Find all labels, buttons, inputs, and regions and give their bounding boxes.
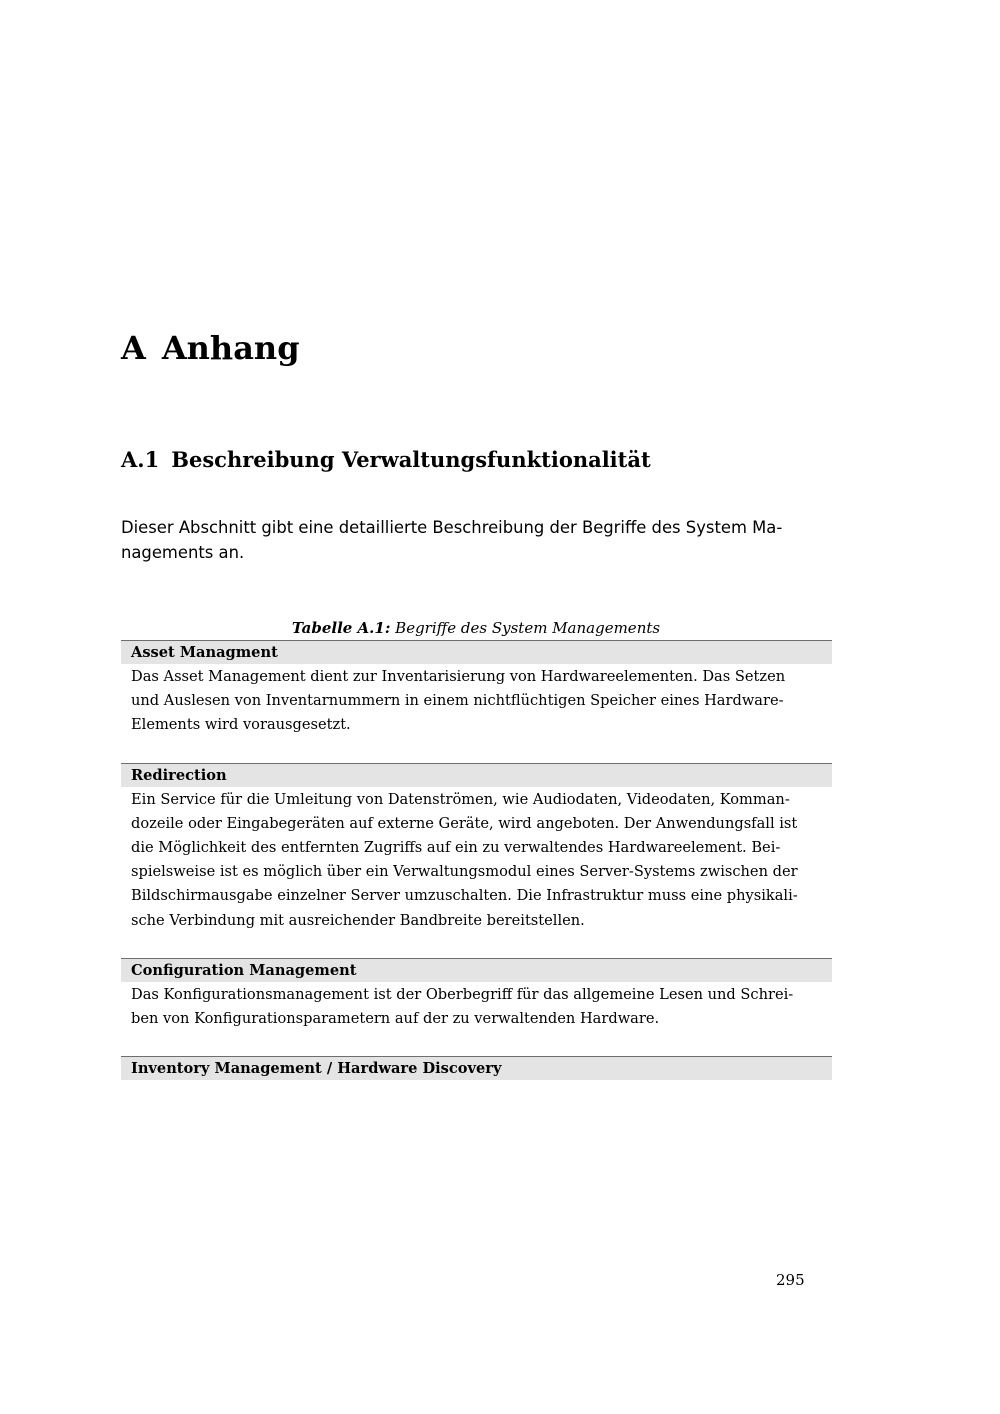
table-caption [121,617,831,639]
terms-table [121,640,832,1105]
description-line: Das Konfigurationsmanagement ist der Oberbegriff für das allgemeine Lesen und Schrei- [131,985,794,1003]
section-title [121,445,651,475]
term-description [121,982,832,1031]
description-line: und Auslesen von Inventarnummern in einem nichtflüchtigen Speicher eines Hardware- [131,692,784,710]
description-line: Elements wird vorausgesetzt. [131,716,351,734]
section-title-text: Beschreibung Verwaltungsfunktionalität [171,447,651,472]
description-line: die Möglichkeit des entfernten Zugriffs auf ein zu verwaltendes Hardwareelement. Bei- [131,839,781,857]
page-number: 295 [776,1271,805,1289]
chapter-number: A [121,329,146,367]
term-heading: Configuration Management [121,958,832,982]
description-line: spielsweise ist es möglich über ein Verwaltungsmodul eines Server-Systems zwischen der [131,863,798,881]
description-line: Ein Service für die Umleitung von Datenströmen, wie Audiodaten, Videodaten, Komman- [131,790,790,808]
table-caption-label: Tabelle A.1: [291,619,391,637]
term-description [121,787,832,933]
term-heading: Redirection [121,763,832,787]
term-entry-redirection [121,763,832,933]
term-heading: Asset Managment [121,640,832,664]
table-caption-text: Begriffe des System Managements [395,619,661,637]
term-entry-inventory-management [121,1056,832,1080]
section-number: A.1 [121,447,160,472]
term-description [121,664,832,738]
description-line: sche Verbindung mit ausreichender Bandbreite bereitstellen. [131,911,585,929]
chapter-title [121,326,300,370]
intro-paragraph [121,516,811,565]
intro-line: Dieser Abschnitt gibt eine detaillierte Beschreibung der Begriffe des System Ma- [121,518,783,537]
description-line: dozeile oder Eingabegeräten auf externe Geräte, wird angeboten. Der Anwendungsfall ist [131,814,798,832]
term-heading: Inventory Management / Hardware Discovery [121,1056,832,1080]
description-line: Bildschirmausgabe einzelner Server umzuschalten. Die Infrastruktur muss eine physikali- [131,887,798,905]
description-line: ben von Konfigurationsparametern auf der zu verwaltenden Hardware. [131,1010,660,1028]
description-line: Das Asset Management dient zur Inventarisierung von Hardwareelementen. Das Setzen [131,668,786,685]
term-entry-asset-management [121,640,832,738]
chapter-title-text: Anhang [161,329,300,367]
intro-line: nagements an. [121,542,245,562]
term-entry-configuration-management [121,958,832,1031]
